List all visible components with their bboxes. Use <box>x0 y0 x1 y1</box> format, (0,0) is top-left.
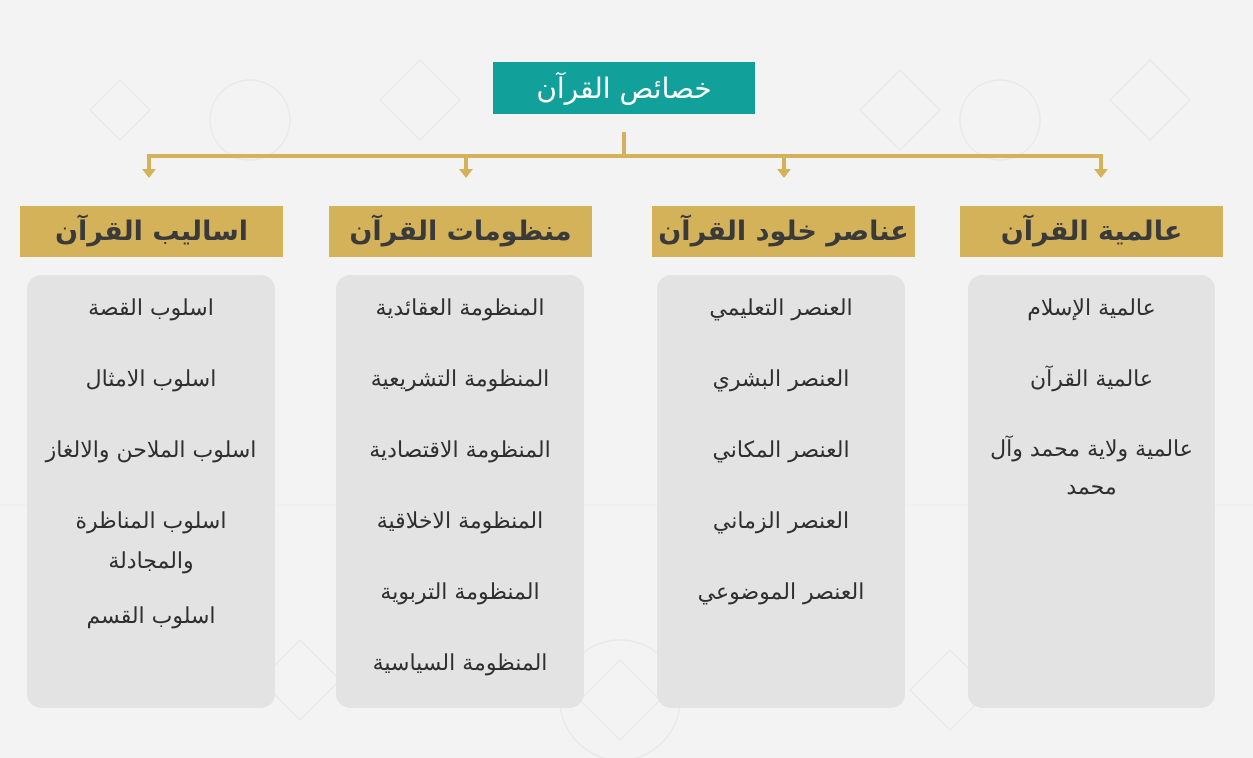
list-item: المنظومة العقائدية <box>375 296 545 321</box>
list-item: العنصر الموضوعي <box>697 580 865 605</box>
branch-card-immortality <box>657 275 905 708</box>
list-item: المنظومة الاخلاقية <box>376 509 544 534</box>
list-item: اسلوب القصة <box>88 296 214 321</box>
root-title: خصائص القرآن <box>536 71 712 105</box>
arrow-down-icon <box>1094 169 1108 178</box>
list-item: اسلوب المناظرة والمجادلة <box>75 509 227 574</box>
list-item: اسلوب القسم <box>86 604 216 629</box>
branch-title: عناصر خلود القرآن <box>658 216 909 247</box>
list-item: عالمية ولاية محمد وآل محمد <box>990 437 1193 500</box>
list-item: المنظومة السياسية <box>372 651 548 676</box>
list-item: العنصر الزماني <box>712 509 850 534</box>
branch-title: منظومات القرآن <box>349 216 572 247</box>
branch-header-universality <box>960 206 1223 257</box>
list-item: عالمية القرآن <box>1029 367 1154 392</box>
branch-header-systems <box>329 206 592 257</box>
branch-card-universality <box>968 275 1215 708</box>
branch-card-systems <box>336 275 584 708</box>
list-item: اسلوب الامثال <box>85 367 217 392</box>
arrow-down-icon <box>777 169 791 178</box>
branch-title: عالمية القرآن <box>1000 216 1183 247</box>
list-item: المنظومة التشريعية <box>370 367 550 392</box>
arrow-down-icon <box>142 169 156 178</box>
list-item: عالمية الإسلام <box>1027 296 1156 321</box>
list-item: العنصر البشري <box>712 367 850 392</box>
branch-title: اساليب القرآن <box>55 216 249 247</box>
branch-header-styles <box>20 206 283 257</box>
branch-header-immortality <box>652 206 915 257</box>
branch-card-styles <box>27 275 275 708</box>
list-item: العنصر التعليمي <box>709 296 853 321</box>
arrow-down-icon <box>459 169 473 178</box>
list-item: اسلوب الملاحن والالغاز <box>45 438 257 463</box>
list-item: المنظومة التربوية <box>380 580 540 605</box>
list-item: العنصر المكاني <box>712 438 850 463</box>
list-item: المنظومة الاقتصادية <box>369 438 551 463</box>
